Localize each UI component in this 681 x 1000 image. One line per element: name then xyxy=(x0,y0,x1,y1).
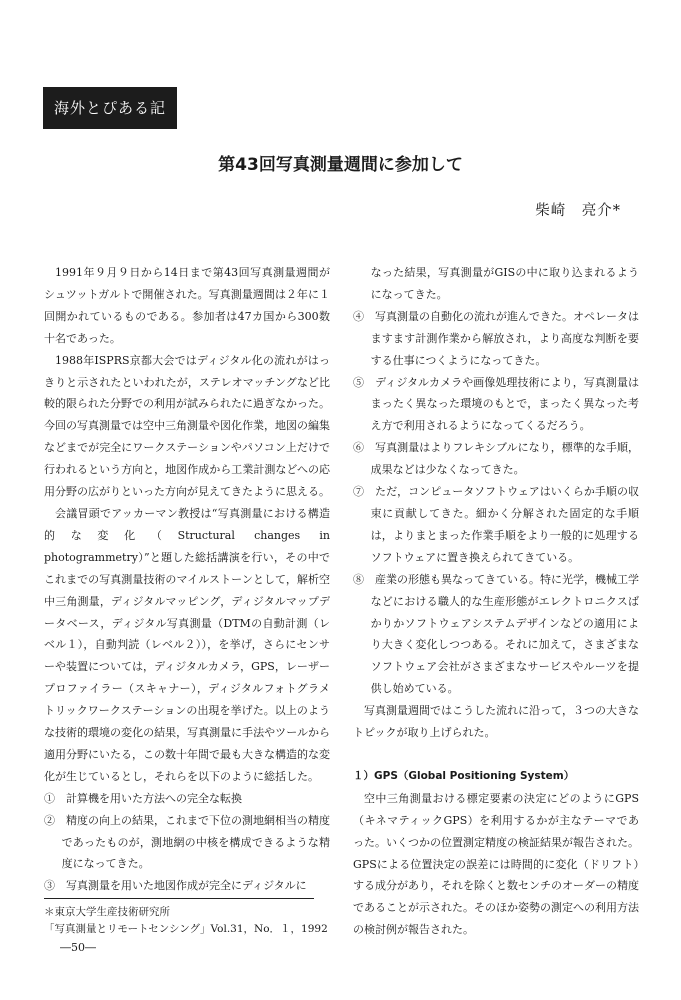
footnote-journal: 「写真測量とリモートセンシング」Vol.31，No．１，1992 xyxy=(44,923,328,935)
list-item: ⑥ 写真測量はよりフレキシブルになり，標準的な手順，成果などは少なくなってきた。 xyxy=(353,441,639,477)
page-number: ―50― xyxy=(60,941,96,954)
list-item: ⑤ ディジタルカメラや画像処理技術により，写真測量はまったく異なった環境のもとで，まったく異なった考え方で利用されるようになってくるだろう。 xyxy=(353,375,639,433)
list-item: ⑧ 産業の形態も異なってきている。特に光学，機械工学などにおける職人的な生産形態がエレクトロニクスばかりかソフトウェアシステムデザインなどの適用により大きく変化しつつある。それに加えて，さまざまなソフトウェア会社がさまざまなサービスやルーツを提供し始めている。 xyxy=(353,572,639,696)
list-item: ① 計算機を用いた方法への完全な転換 xyxy=(44,791,242,805)
right-column xyxy=(353,262,639,941)
section-header-label: 海外とぴある記 xyxy=(43,87,177,129)
paragraph: 写真測量週間ではこうした流れに沿って，３つの大きなトピックが取り上げられた。 xyxy=(353,704,639,740)
article-title: 第43回写真測量週間に参加して xyxy=(218,155,463,175)
article-author: 柴崎 亮介* xyxy=(535,203,621,219)
footnote-divider xyxy=(44,898,314,899)
paragraph: 1991年９月９日から14日まで第43回写真測量週間がシュツットガルトで開催された。写真測量週間は２年に１回開かれているものである。参加者は47カ国から300数十名であった。 xyxy=(44,266,330,345)
paragraph: 空中三角測量おける標定要素の決定にどのようにGPS（キネマティックGPS）を利用するかが主なテーマであった。いくつかの位置測定精度の検証結果が報告された。GPSによる位置決定の誤差には時間的に変化（ドリフト）する成分があり，それを除くと数センチのオーダーの精度であることが示された。そのほか姿勢の測定への利用方法の検討例が報告された。 xyxy=(353,791,639,937)
left-column xyxy=(44,262,330,897)
paragraph: 会議冒頭でアッカーマン教授は“写真測量における構造的な変化（Structural changes in photogrammetry）”と題した総括講演を行い，その中でこれまでの写真測量技術のマイルストーンとして，解析空中三角測量，ディジタルマッピング，ディジタルマップデータベース，ディジタル写真測量（DTMの自動計測（レベル１），自動判読（レベル２）），を挙げ，さらにセンサーや装置については，ディジタルカメラ，GPS，レーザープロファイラー（スキャナー），ディジタルフォトグラメトリックワークステーションの出現を挙げた。以上のような技術的環境の変化の結果，写真測量に手法やツールから適用分野にいたる，この数十年間で最も大きな構造的な変化が生じているとし，それらを以下のように総括した。 xyxy=(44,506,330,783)
list-item: ③ 写真測量を用いた地図作成が完全にディジタルに xyxy=(44,879,307,893)
list-item: ② 精度の向上の結果，これまで下位の測地網相当の精度であったものが，測地網の中核を構成できるような精度になってきた。 xyxy=(44,813,330,871)
paragraph: 1988年ISPRS京都大会ではディジタル化の流れがはっきりと示されたといわれたが，ステレオマッチングなど比較的限られた分野での利用が試みられたに過ぎなかった。今回の写真測量では空中三角測量や図化作業，地図の編集などまでが完全にワークステーションやパソコン上だけで行われるという方向と，地図作成から工業計測などへの応用分野の広がりといった方向が見えてきたように思える。 xyxy=(44,353,330,499)
paragraph-continuation: なった結果，写真測量がGISの中に取り込まれるようになってきた。 xyxy=(370,266,639,301)
list-item: ④ 写真測量の自動化の流れが進んできた。オペレータはますます計測作業から解放され，より高度な判断を要する仕事につくようになってきた。 xyxy=(353,309,639,367)
list-item: ⑦ ただ，コンピュータソフトウェアはいくらか手順の収束に貢献してきた。細かく分解された固定的な手順は，よりまとまった作業手順をより一般的に処理するソフトウェアに置き換えられてきている。 xyxy=(353,485,639,564)
section-heading: １）GPS（Global Positioning System） xyxy=(353,769,575,782)
footnote-affiliation: ＊東京大学生産技術研究所 xyxy=(44,906,170,918)
